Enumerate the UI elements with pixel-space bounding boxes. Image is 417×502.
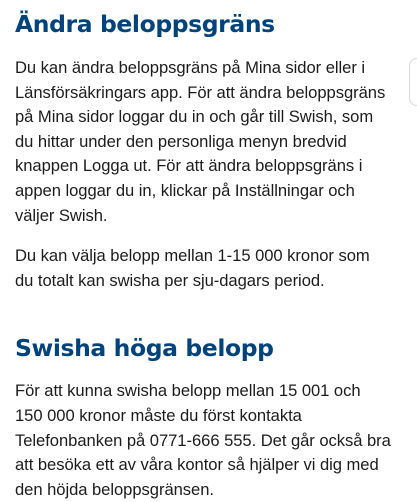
heading-change-limit: Ändra beloppsgräns bbox=[15, 10, 275, 38]
text-line: väljer Swish. bbox=[15, 205, 108, 225]
text-line: Du kan välja belopp mellan 1-15 000 kronor som bbox=[15, 246, 370, 266]
text-line: 150 000 kronor måste du först kontakta bbox=[15, 405, 302, 425]
text-line: att besöka ett av våra kontor så hjälper vi dig med bbox=[15, 455, 379, 475]
text-line: För att kunna swisha belopp mellan 15 001 och bbox=[15, 381, 361, 401]
text-line: Du kan ändra beloppsgräns på Mina sidor eller i bbox=[15, 58, 366, 77]
heading-high-amounts: Swisha höga belopp bbox=[15, 334, 274, 363]
text-line: Telefonbanken på 0771-666 555. Det går också bra bbox=[15, 430, 391, 450]
text-line: du totalt kan swisha per sju-dagars period. bbox=[15, 270, 325, 290]
text-line: du hittar under den personliga menyn bredvid bbox=[15, 131, 347, 151]
text-line: knappen Logga ut. För att ändra beloppsgräns i bbox=[15, 156, 363, 176]
edge-scroll-indicator bbox=[409, 58, 417, 106]
text-line: på Mina sidor loggar du in och går till Swish, som bbox=[15, 107, 374, 127]
paragraph-change-limit-instructions bbox=[15, 56, 407, 228]
article-content bbox=[15, 0, 407, 502]
text-line: den höjda beloppsgränsen. bbox=[15, 479, 214, 499]
paragraph-limit-range bbox=[15, 244, 407, 293]
text-line: appen loggar du in, klickar på Inställningar och bbox=[15, 180, 355, 200]
paragraph-high-amounts-info bbox=[15, 379, 407, 502]
text-line: Länsförsäkringars app. För att ändra beloppsgräns bbox=[15, 82, 386, 102]
